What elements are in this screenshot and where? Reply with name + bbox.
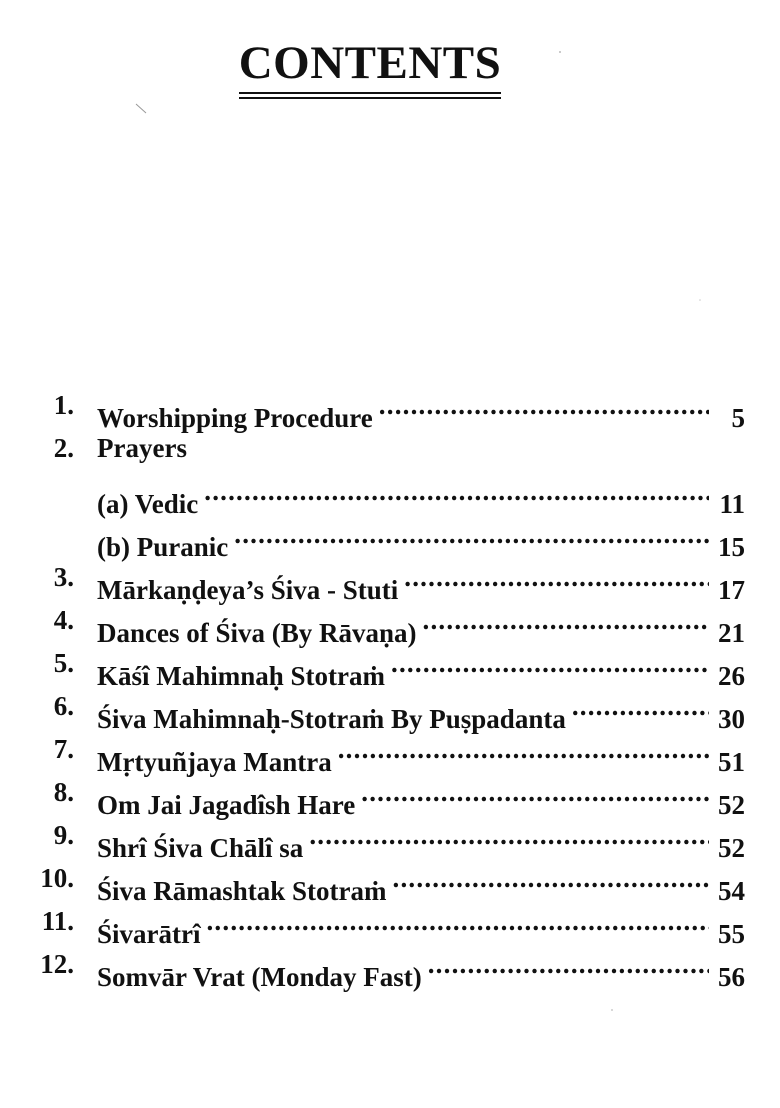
entry-title: Prayers (97, 433, 187, 463)
entry-number: 9. (53, 820, 74, 850)
entry-page-number: 21 (718, 618, 745, 648)
entry-number: 8. (53, 777, 74, 807)
entry-page-number: 52 (718, 833, 745, 863)
toc-entry-11 (0, 900, 780, 949)
dot-leader (391, 642, 709, 685)
entry-number: 4. (53, 605, 74, 635)
entry-number: 11. (41, 906, 74, 936)
dot-leader (423, 599, 709, 642)
dot-leader (572, 685, 709, 728)
entry-number: 12. (40, 949, 74, 979)
toc-entry-10 (0, 857, 780, 906)
speck-mark (611, 1009, 613, 1011)
entry-page-number: 11 (719, 489, 745, 519)
page-title: CONTENTS (239, 36, 502, 94)
toc-entry-6 (0, 685, 780, 734)
entry-page-number: 26 (718, 661, 745, 691)
toc-entry-2 (0, 427, 780, 470)
dot-leader (361, 771, 709, 814)
dot-leader (404, 556, 709, 599)
dot-leader (204, 470, 709, 513)
toc-entry-3 (0, 556, 780, 605)
entry-page-number: 52 (718, 790, 745, 820)
toc-entry-5 (0, 642, 780, 691)
entry-title: Shrî Śiva Chālî sa (97, 833, 304, 863)
entry-number: 7. (53, 734, 74, 764)
entry-title: Kāśî Mahimnaḥ Stotraṁ (97, 661, 386, 691)
entry-title: Śiva Mahimnaḥ-Stotraṁ By Puṣpadanta (97, 704, 566, 734)
dot-leader (393, 857, 709, 900)
entry-title: (a) Vedic (97, 489, 199, 519)
entry-page-number: 55 (718, 919, 745, 949)
entry-title: Somvār Vrat (Monday Fast) (97, 962, 422, 992)
entry-title: (b) Puranic (97, 532, 229, 562)
speck-mark (699, 299, 701, 301)
speck-mark (136, 104, 146, 113)
dot-leader (234, 513, 709, 556)
toc-entry-2b (0, 513, 780, 562)
toc-entry-8 (0, 771, 780, 820)
toc-entry-4 (0, 599, 780, 648)
entry-page-number: 5 (731, 403, 745, 433)
entry-page-number: 15 (718, 532, 745, 562)
dot-leader (379, 384, 709, 427)
dot-leader (428, 943, 709, 986)
dot-leader (338, 728, 709, 771)
entry-page-number: 51 (718, 747, 745, 777)
entry-number: 2. (53, 433, 74, 463)
toc-entry-12 (0, 943, 780, 992)
entry-number: 6. (53, 691, 74, 721)
entry-title: Om Jai Jagadîsh Hare (97, 790, 356, 820)
toc-entry-7 (0, 728, 780, 777)
entry-page-number: 30 (718, 704, 745, 734)
entry-title: Worshipping Procedure (97, 403, 373, 433)
toc-entry-1 (0, 384, 780, 433)
entry-title: Mārkaṇḍeya’s Śiva - Stuti (97, 575, 399, 605)
entry-number: 5. (53, 648, 74, 678)
entry-number: 10. (40, 863, 74, 893)
toc-entry-2a (0, 470, 780, 519)
entry-page-number: 17 (718, 575, 745, 605)
entry-page-number: 54 (718, 876, 745, 906)
entry-title: Mṛtyuñjaya Mantra (97, 747, 332, 777)
toc-entry-9 (0, 814, 780, 863)
table-of-contents (0, 384, 780, 992)
title-area (0, 36, 740, 94)
entry-title: Dances of Śiva (By Rāvaṇa) (97, 618, 417, 648)
entry-title: Śivarātrî (97, 919, 201, 949)
dot-leader (206, 900, 709, 943)
entry-page-number: 56 (718, 962, 745, 992)
dot-leader (309, 814, 709, 857)
entry-number: 1. (53, 390, 74, 420)
entry-title: Śiva Rāmashtak Stotraṁ (97, 876, 387, 906)
entry-number: 3. (53, 562, 74, 592)
